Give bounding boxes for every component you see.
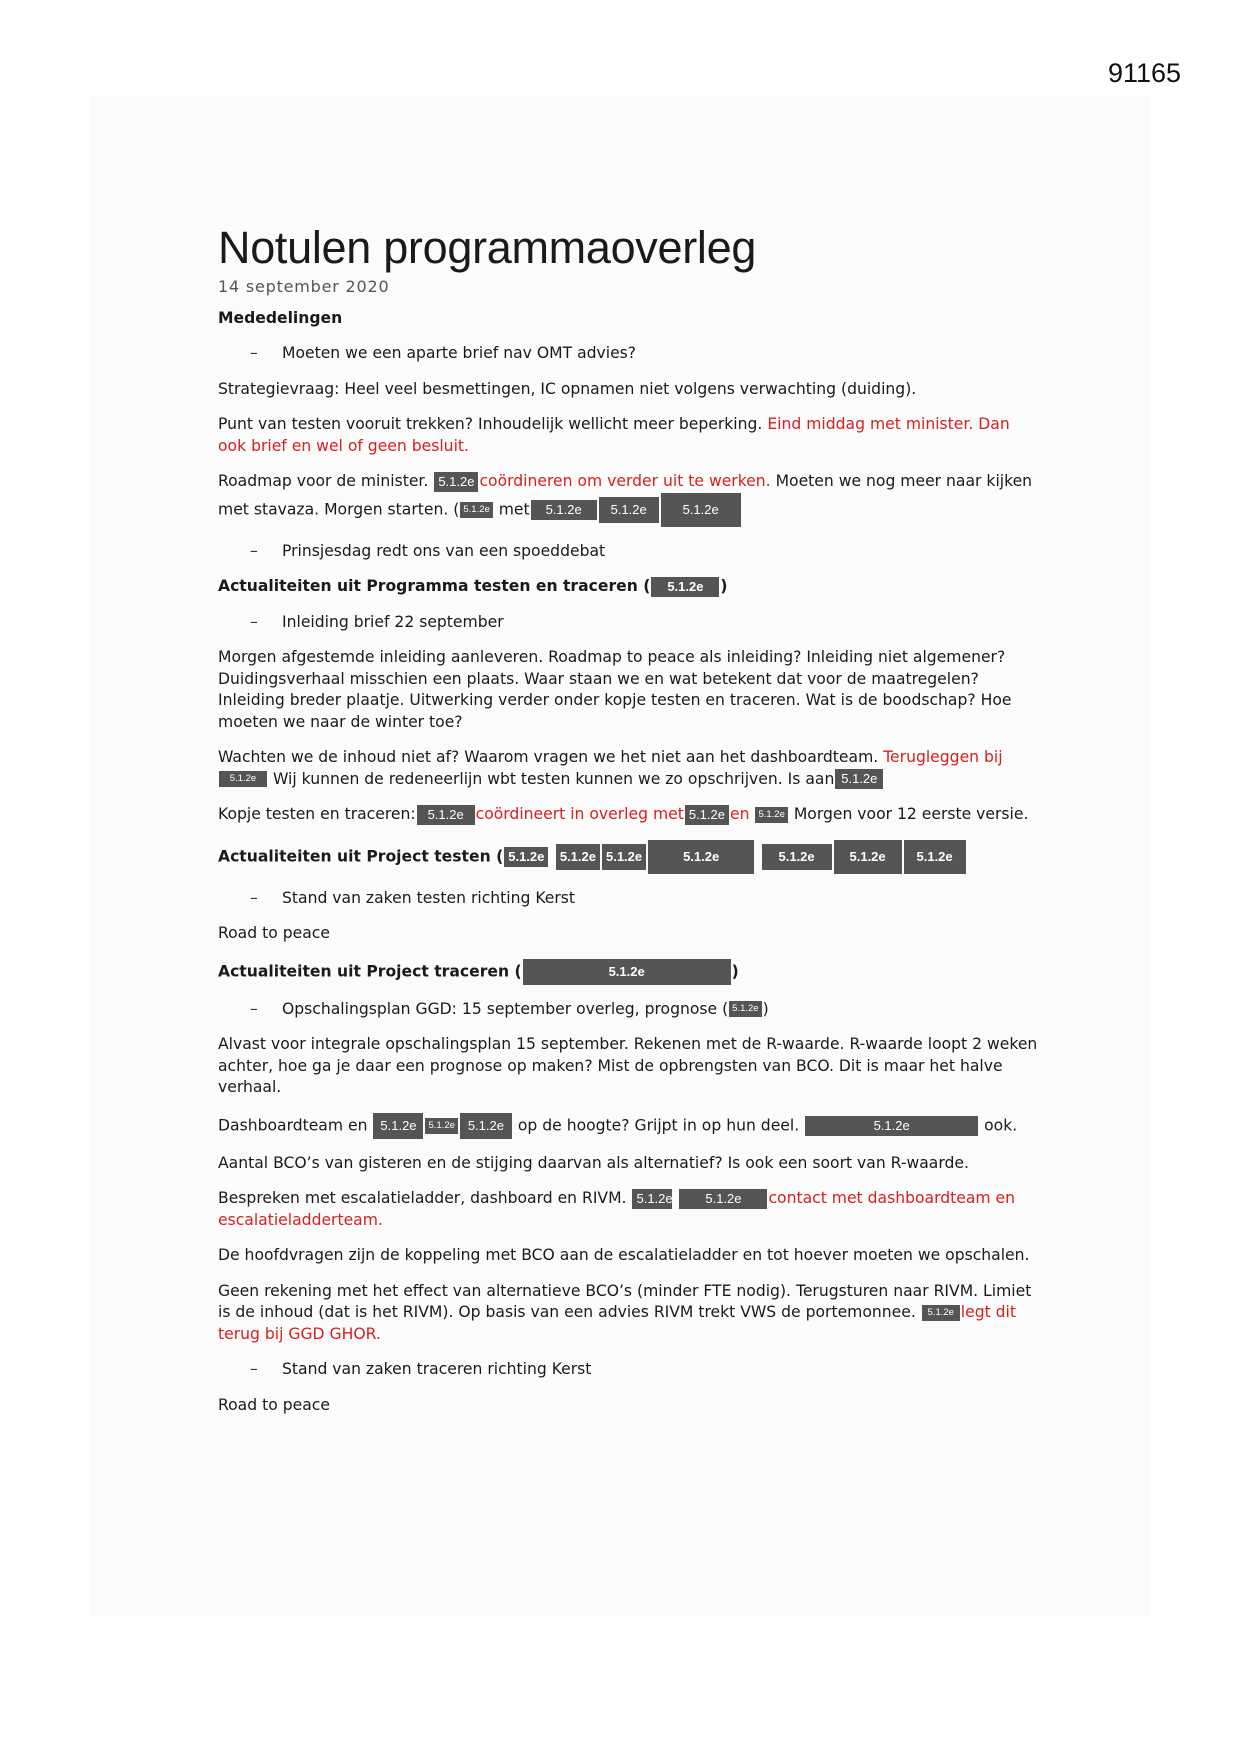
- text: Opschalingsplan GGD: 15 september overleg, prognose (: [282, 999, 729, 1018]
- section-heading-mededelingen: Mededelingen: [218, 308, 343, 327]
- list-item: – Inleiding brief 22 september: [218, 612, 1038, 634]
- list-item: – Moeten we een aparte brief nav OMT advies?: [218, 343, 1038, 365]
- text: ): [762, 999, 769, 1018]
- text: Moeten we nog meer naar kijken met stavaza. Morgen starten. (: [218, 472, 1033, 518]
- redaction-box: 5.1.2e: [685, 805, 729, 825]
- text: ook.: [979, 1116, 1018, 1134]
- list-item: – Stand van zaken traceren richting Kerst: [218, 1359, 1038, 1381]
- redaction-box: 5.1.2e: [755, 807, 787, 823]
- paragraph: Aantal BCO’s van gisteren en de stijging daarvan als alternatief? Is ook een soort van R-waarde.: [218, 1153, 969, 1172]
- section-heading-project-testen: [218, 840, 1038, 874]
- redaction-box: 5.1.2e: [556, 844, 600, 870]
- page-title: Notulen programmaoverleg: [218, 222, 757, 273]
- redaction-box: 5.1.2e: [460, 502, 492, 518]
- redaction-box: 5.1.2e: [504, 847, 548, 867]
- redaction-box: 5.1.2e: [531, 500, 597, 520]
- paragraph: [218, 1281, 1038, 1346]
- redaction-box: 5.1.2e: [762, 844, 832, 870]
- paragraph: Strategievraag: Heel veel besmettingen, IC opnamen niet volgens verwachting (duiding).: [218, 379, 917, 398]
- document-body: [218, 222, 1038, 1416]
- list-item: – Stand van zaken testen richting Kerst: [218, 888, 1038, 910]
- paragraph: [218, 1188, 1038, 1231]
- list-item: [218, 999, 1038, 1021]
- paragraph: [218, 471, 1038, 527]
- heading-text: Actualiteiten uit Programma testen en traceren (: [218, 577, 651, 595]
- heading-text: Actualiteiten uit Project testen (: [218, 847, 504, 865]
- redaction-box: 5.1.2e: [219, 771, 267, 787]
- redaction-box: 5.1.2e: [602, 844, 646, 870]
- text: met: [493, 500, 530, 518]
- red-annotation: Terugleggen bij: [883, 748, 1003, 766]
- heading-text: ): [720, 577, 728, 595]
- text: Kopje testen en traceren:: [218, 805, 416, 823]
- redaction-box: 5.1.2e: [661, 493, 741, 527]
- red-annotation: coördineren om verder uit te werken.: [479, 472, 771, 490]
- redaction-box: 5.1.2e: [425, 1118, 457, 1134]
- text: op de hoogte? Grijpt in op hun deel.: [512, 1116, 800, 1134]
- document-number: 91165: [1108, 58, 1182, 88]
- text: Wachten we de inhoud niet af? Waarom vragen we het niet aan het dashboardteam.: [218, 748, 884, 766]
- redaction-box: 5.1.2e: [904, 840, 966, 874]
- paragraph: [218, 414, 1038, 457]
- paragraph: [218, 747, 1038, 790]
- redaction-box: 5.1.2e: [434, 472, 478, 492]
- redaction-box: 5.1.2e: [651, 577, 719, 597]
- redaction-box: 5.1.2e: [922, 1305, 960, 1321]
- section-heading-project-traceren: [218, 959, 1038, 985]
- text: Roadmap voor de minister.: [218, 472, 434, 490]
- redaction-box: 5.1.2e: [834, 840, 902, 874]
- red-annotation: coördineert in overleg met: [475, 805, 684, 823]
- redaction-box: 5.1.2e: [632, 1189, 672, 1209]
- redaction-box: 5.1.2e: [460, 1113, 512, 1139]
- text: Bespreken met escalatieladder, dashboard en RIVM.: [218, 1189, 627, 1207]
- paragraph: Morgen afgestemde inleiding aanleveren. Roadmap to peace als inleiding? Inleiding niet algemener? Duidingsverhaal misschien een plaats. Waar staan we en wat betekent dat voor de maatregelen? Inleiding breder plaatje. Uitwerking verder onder kopje testen en traceren. Wat is de boodschap? Hoe moeten we naar de winter toe?: [218, 648, 1012, 731]
- red-annotation: legt dit terug bij GGD GHOR.: [218, 1303, 1017, 1343]
- text: Dashboardteam en: [218, 1116, 368, 1134]
- redaction-box: 5.1.2e: [648, 840, 754, 874]
- paragraph: Road to peace: [218, 1395, 330, 1414]
- list-item: – Prinsjesdag redt ons van een spoeddebat: [218, 541, 1038, 563]
- paragraph: Alvast voor integrale opschalingsplan 15 september. Rekenen met de R-waarde. R-waarde loopt 2 weken achter, hoe ga je daar een prognose op maken? Mist de opbrengsten van BCO. Dit is maar het halve verhaal.: [218, 1035, 1038, 1096]
- paragraph: [218, 1113, 1038, 1139]
- redaction-box: 5.1.2e: [373, 1113, 423, 1139]
- document-date: 14 september 2020: [218, 277, 390, 296]
- text: Geen rekening met het effect van alternatieve BCO’s (minder FTE nodig). Terugsturen naar RIVM. Limiet is de inhoud (dat is het RIVM). Op basis van een advies RIVM trekt VWS de portemonnee.: [218, 1281, 1032, 1321]
- red-annotation: contact met dashboardteam en escalatieladderteam.: [218, 1189, 1015, 1229]
- redaction-box: 5.1.2e: [805, 1116, 978, 1136]
- redaction-box: 5.1.2e: [599, 497, 659, 523]
- paragraph: De hoofdvragen zijn de koppeling met BCO aan de escalatieladder en tot hoever moeten we opschalen.: [218, 1246, 1030, 1264]
- redaction-box: 5.1.2e: [729, 1001, 761, 1017]
- red-annotation: Eind middag met minister. Dan ook brief en wel of geen besluit.: [218, 415, 1010, 455]
- text: Wij kunnen de redeneerlijn wbt testen kunnen we zo opschrijven. Is aan: [268, 769, 835, 788]
- section-heading-programma: [218, 576, 1038, 598]
- redaction-box: 5.1.2e: [417, 805, 475, 825]
- redaction-box: 5.1.2e: [523, 959, 731, 985]
- redaction-box: 5.1.2e: [835, 769, 883, 789]
- text: Punt van testen vooruit trekken? Inhoudelijk wellicht meer beperking.: [218, 415, 768, 433]
- paragraph: Road to peace: [218, 924, 330, 942]
- paragraph: [218, 804, 1038, 826]
- redaction-box: 5.1.2e: [679, 1189, 767, 1209]
- red-annotation: en: [730, 805, 750, 823]
- text: Morgen voor 12 eerste versie.: [788, 805, 1029, 823]
- heading-text: Actualiteiten uit Project traceren (: [218, 962, 522, 980]
- heading-text: ): [731, 962, 739, 980]
